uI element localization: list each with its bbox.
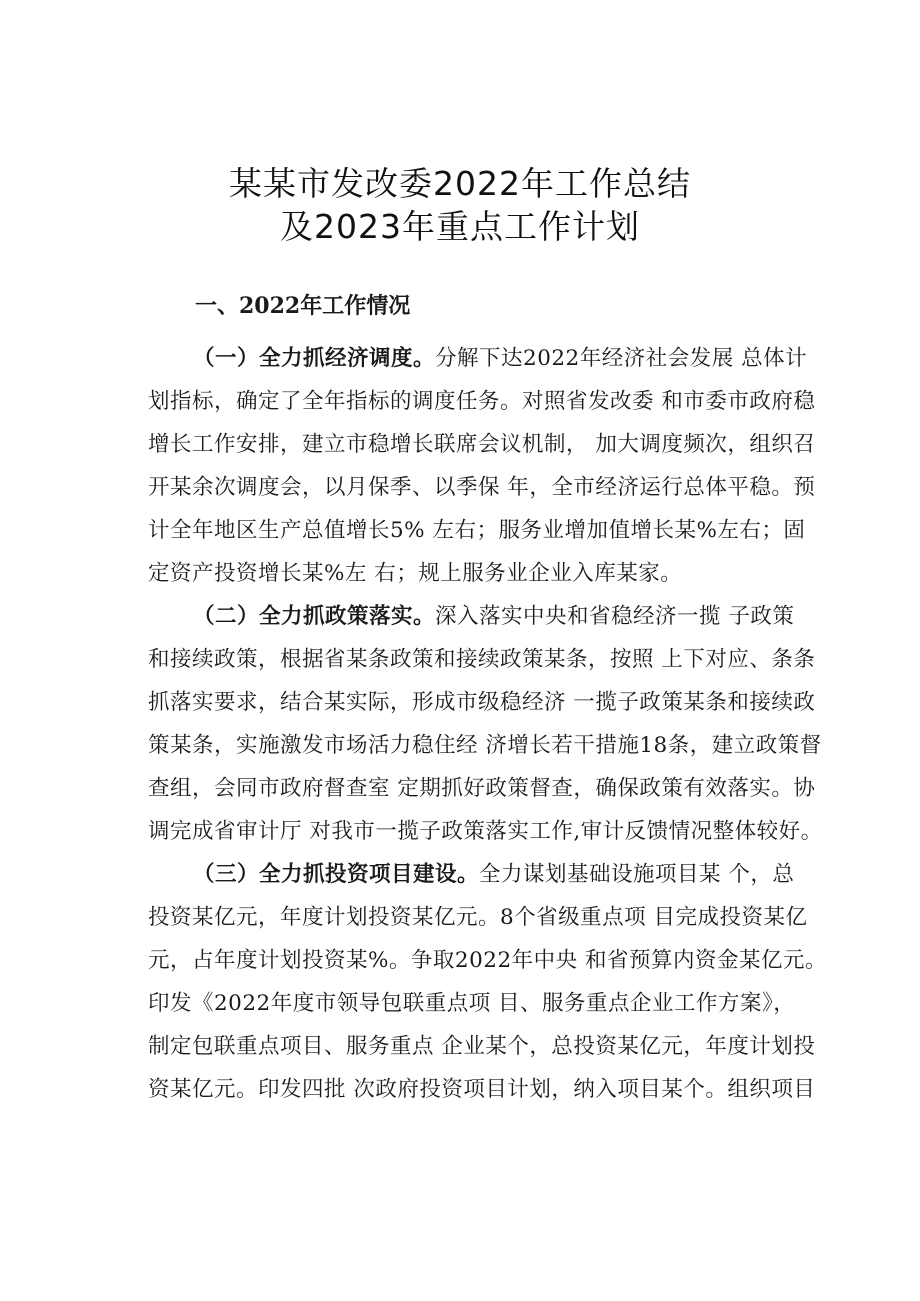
paragraph-3-line-6: 资某亿元。印发四批 次政府投资项目计划，纳入项目某个。组织项目	[148, 1077, 816, 1102]
paragraph-3-line-3: 元，占年度计划投资某%。争取2022年中央 和省预算内资金某亿元。	[148, 948, 827, 973]
section-heading: 一、2022年工作情况	[195, 293, 411, 319]
paragraph-1-line-3: 增长工作安排，建立市稳增长联席会议机制， 加大调度频次，组织召	[148, 432, 816, 457]
paragraph-2-subheading: （二）全力抓政策落实。	[193, 604, 436, 629]
document-title-line1: 某某市发改委2022年工作总结	[229, 164, 691, 203]
paragraph-3-text: 全力谋划基础设施项目某 个，总	[479, 862, 795, 887]
paragraph-2-line-2: 和接续政策，根据省某条政策和接续政策某条，按照 上下对应、条条	[148, 647, 816, 672]
paragraph-3-line-2: 投资某亿元，年度计划投资某亿元。8个省级重点项 目完成投资某亿	[148, 905, 808, 930]
paragraph-1-subheading: （一）全力抓经济调度。	[193, 346, 436, 371]
document-title-line2: 及2023年重点工作计划	[280, 207, 640, 246]
paragraph-3-line-1	[193, 857, 853, 888]
paragraph-3-line-4: 印发《2022年度市领导包联重点项 目、服务重点企业工作方案》，	[148, 991, 796, 1016]
paragraph-1-line-1	[193, 341, 853, 372]
paragraph-2-line-6: 调完成省审计厅 对我市一揽子政策落实工作,审计反馈情况整体较好。	[148, 819, 823, 844]
paragraph-3-subheading: （三）全力抓投资项目建设。	[193, 862, 480, 887]
paragraph-2-text: 深入落实中央和省稳经济一揽 子政策	[435, 604, 795, 629]
paragraph-1-line-2: 划指标，确定了全年指标的调度任务。对照省发改委 和市委市政府稳	[148, 389, 816, 414]
paragraph-1-line-5: 计全年地区生产总值增长5% 左右；服务业增加值增长某%左右；固	[148, 518, 806, 543]
paragraph-2-line-1	[193, 599, 853, 630]
paragraph-1-line-4: 开某余次调度会，以月保季、以季保 年，全市经济运行总体平稳。预	[148, 475, 816, 500]
paragraph-2-line-5: 查组，会同市政府督查室 定期抓好政策督查，确保政策有效落实。协	[148, 776, 816, 801]
paragraph-1-text: 分解下达2022年经济社会发展 总体计	[435, 346, 808, 371]
paragraph-1-line-6: 定资产投资增长某%左 右；规上服务业企业入库某家。	[148, 561, 683, 586]
paragraph-3-line-5: 制定包联重点项目、服务重点 企业某个，总投资某亿元，年度计划投	[148, 1034, 816, 1059]
paragraph-2-line-3: 抓落实要求，结合某实际，形成市级稳经济 一揽子政策某条和接续政	[148, 690, 816, 715]
paragraph-2-line-4: 策某条，实施激发市场活力稳住经 济增长若干措施18条，建立政策督	[148, 733, 822, 758]
